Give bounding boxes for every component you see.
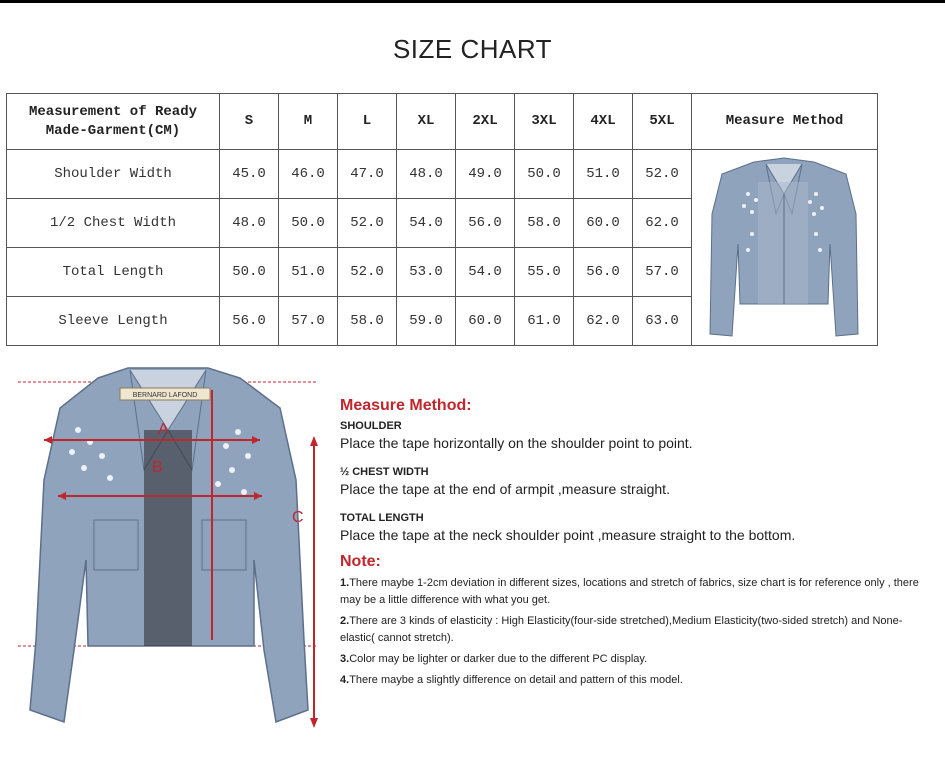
size-header: L — [338, 94, 397, 150]
row-label: Shoulder Width — [7, 150, 220, 199]
page-title: SIZE CHART — [392, 34, 553, 64]
note-item — [340, 651, 920, 668]
table-cell: 56.0 — [220, 297, 279, 346]
header-line-1: Measurement of Ready — [28, 103, 198, 120]
table-cell: 53.0 — [397, 248, 456, 297]
size-header: XL — [397, 94, 456, 150]
table-cell: 45.0 — [220, 150, 279, 199]
table-header-row — [7, 94, 878, 150]
method-text: Place the tape at the neck shoulder point ,measure straight to the bottom. — [340, 527, 796, 543]
label-b: B — [152, 459, 163, 476]
table-cell: 54.0 — [456, 248, 515, 297]
table-cell: 54.0 — [397, 199, 456, 248]
method-heading: TOTAL LENGTH — [340, 512, 424, 524]
table-cell: 55.0 — [515, 248, 574, 297]
size-header: 4XL — [574, 94, 633, 150]
table-cell: 48.0 — [397, 150, 456, 199]
table-cell: 50.0 — [279, 199, 338, 248]
table-cell: 47.0 — [338, 150, 397, 199]
label-a: A — [158, 421, 169, 438]
note-number: 2. — [340, 615, 350, 627]
note-text: There are 3 kinds of elasticity : High Elasticity(four-side stretched),Medium Elasticity(two-sided stretch) and None-elastic( cannot stretch). — [340, 615, 903, 644]
table-cell: 58.0 — [515, 199, 574, 248]
table-cell: 62.0 — [574, 297, 633, 346]
method-text: Place the tape at the end of armpit ,measure straight. — [340, 481, 670, 497]
jacket-photo-small — [706, 154, 862, 340]
table-cell: 58.0 — [338, 297, 397, 346]
table-cell: 49.0 — [456, 150, 515, 199]
table-cell: 59.0 — [397, 297, 456, 346]
table-cell: 51.0 — [574, 150, 633, 199]
row-label: Total Length — [7, 248, 220, 297]
arrow-head-c-top — [310, 436, 318, 446]
method-heading: ½ CHEST WIDTH — [340, 466, 429, 478]
table-cell: 50.0 — [220, 248, 279, 297]
label-c: C — [292, 509, 304, 526]
table-cell: 48.0 — [220, 199, 279, 248]
table-cell: 60.0 — [456, 297, 515, 346]
method-title: Measure Method: — [340, 397, 472, 414]
size-header: 3XL — [515, 94, 574, 150]
note-item — [340, 575, 920, 609]
table-cell: 56.0 — [456, 199, 515, 248]
note-title: Note: — [340, 553, 381, 570]
table-cell: 61.0 — [515, 297, 574, 346]
note-number: 3. — [340, 653, 350, 665]
table-cell: 51.0 — [279, 248, 338, 297]
row-label: Sleeve Length — [7, 297, 220, 346]
table-cell: 52.0 — [633, 150, 692, 199]
table-cell: 63.0 — [633, 297, 692, 346]
brand-tag-text: BERNARD LAFOND — [132, 392, 198, 399]
note-item — [340, 672, 920, 689]
table-cell: 46.0 — [279, 150, 338, 199]
table-row — [7, 150, 878, 199]
size-header: S — [220, 94, 279, 150]
top-border — [0, 0, 945, 3]
arrow-head-c-bottom — [310, 718, 318, 728]
table-cell: 56.0 — [574, 248, 633, 297]
arrow-head-a-left — [44, 436, 52, 444]
size-table — [6, 93, 878, 346]
size-header: 5XL — [633, 94, 692, 150]
header-line-2: Made-Garment(CM) — [45, 122, 181, 139]
measure-method-header: Measure Method — [692, 94, 878, 150]
size-header: 2XL — [456, 94, 515, 150]
note-number: 4. — [340, 674, 350, 686]
table-cell: 57.0 — [633, 248, 692, 297]
method-text: Place the tape horizontally on the shoulder point to point. — [340, 435, 693, 451]
size-header: M — [279, 94, 338, 150]
note-number: 1. — [340, 577, 350, 589]
table-cell: 57.0 — [279, 297, 338, 346]
measure-method-section — [340, 397, 920, 689]
note-text: There maybe a slightly difference on detail and pattern of this model. — [349, 674, 683, 686]
table-cell: 52.0 — [338, 248, 397, 297]
note-text: There maybe 1-2cm deviation in different sizes, locations and stretch of fabrics, size chart is for reference only , there may be a little difference with what you get. — [340, 577, 919, 606]
table-cell: 60.0 — [574, 199, 633, 248]
measurement-header — [7, 94, 220, 150]
row-label: 1/2 Chest Width — [7, 199, 220, 248]
note-item — [340, 613, 920, 647]
table-cell: 62.0 — [633, 199, 692, 248]
table-cell: 50.0 — [515, 150, 574, 199]
note-text: Color may be lighter or darker due to the different PC display. — [349, 653, 648, 665]
table-cell: 52.0 — [338, 199, 397, 248]
measure-method-image-cell — [692, 150, 878, 346]
method-heading: SHOULDER — [340, 420, 402, 432]
jacket-measure-diagram — [18, 360, 328, 740]
